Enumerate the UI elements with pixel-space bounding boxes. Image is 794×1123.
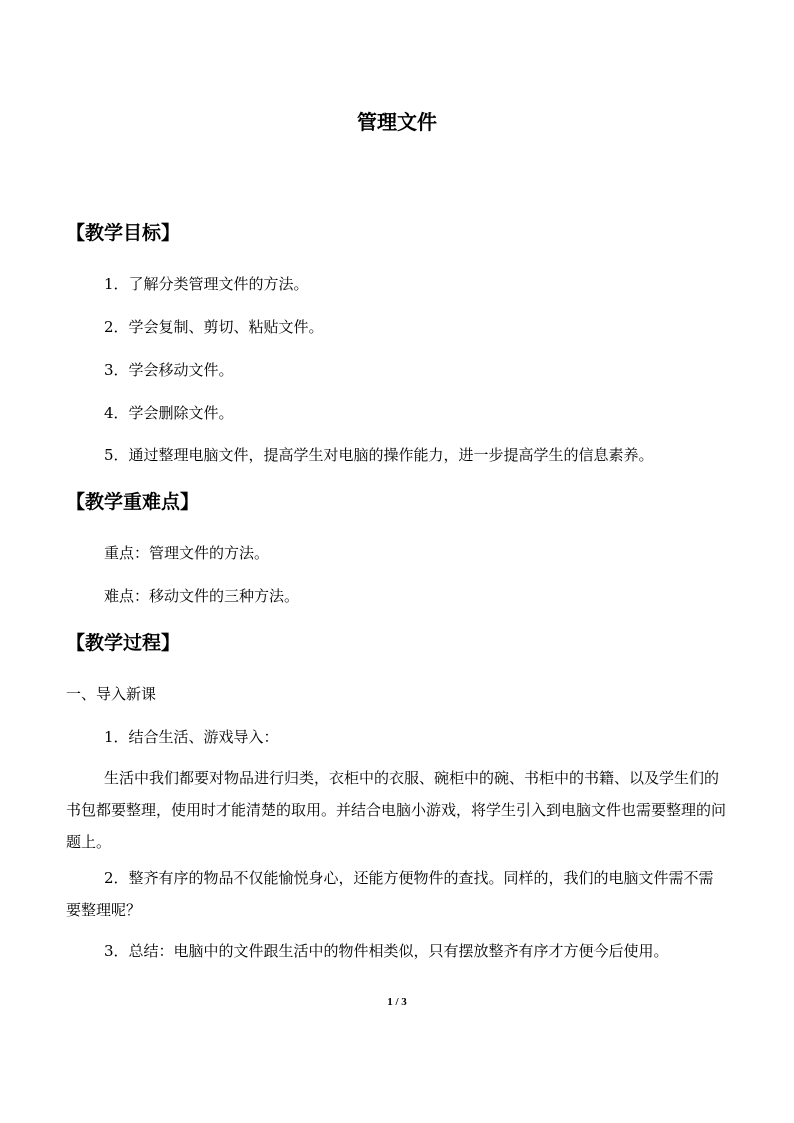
process-heading: 【教学过程】 [66,632,181,654]
objectives-heading: 【教学目标】 [66,222,181,244]
objective-item-4: 4．学会删除文件。 [104,404,234,422]
page-title: 管理文件 [357,110,437,134]
process-step-two: 2．整齐有序的物品不仅能愉悦身心，还能方便物件的查找。同样的，我们的电脑文件需不需要整理呢？ [66,869,714,919]
key-point-item-1: 重点：管理文件的方法。 [104,544,270,562]
process-step-three: 3．总结：电脑中的文件跟生活中的物件相类似，只有摆放整齐有序才方便今后使用。 [104,942,669,960]
process-step-one-body: 生活中我们都要对物品进行归类，衣柜中的衣服、碗柜中的碗、书柜中的书籍、以及学生们的书包都要整理，使用时才能清楚的取用。并结合电脑小游戏，将学生引入到电脑文件也需要整理的问题上。 [66,769,727,851]
page-number: 1 / 3 [387,996,407,1008]
objective-item-3: 3．学会移动文件。 [104,361,234,379]
objective-item-2: 2．学会复制、剪切、粘贴文件。 [104,318,324,336]
process-step-one-label: 1．结合生活、游戏导入： [104,728,279,746]
key-points-heading: 【教学重难点】 [66,491,200,513]
key-point-item-2: 难点：移动文件的三种方法。 [104,587,300,605]
objective-item-1: 1．了解分类管理文件的方法。 [104,275,309,293]
process-part-one: 一、导入新课 [66,685,157,703]
objective-item-5: 5．通过整理电脑文件，提高学生对电脑的操作能力，进一步提高学生的信息素养。 [104,446,654,464]
